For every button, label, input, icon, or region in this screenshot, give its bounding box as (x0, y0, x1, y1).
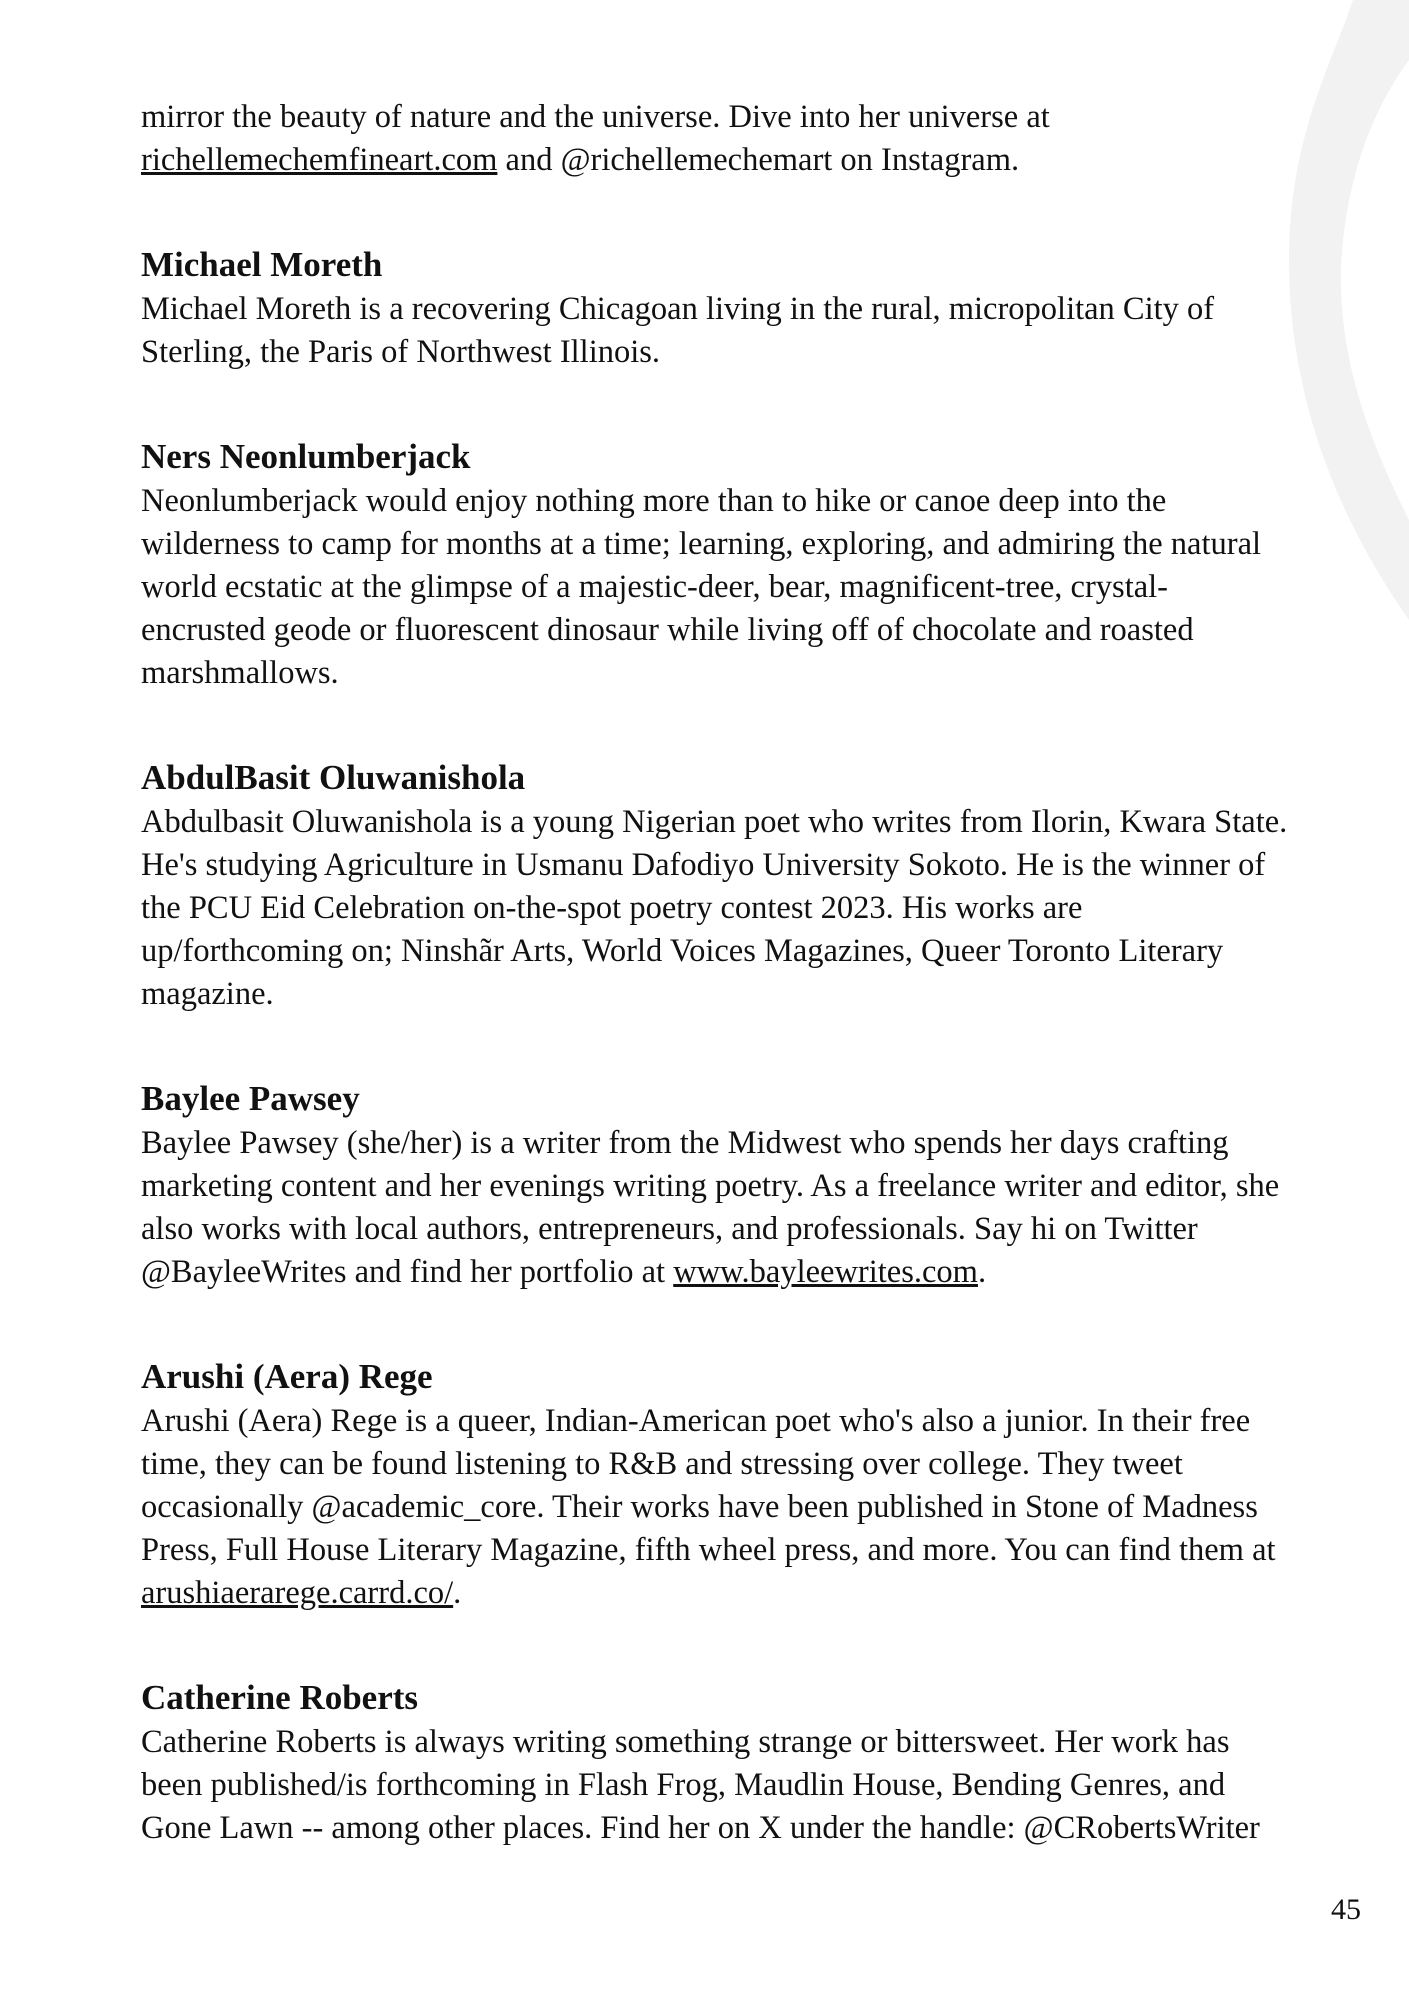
bio-arushi-rege (141, 1354, 1291, 1615)
bio-text: Baylee Pawsey (she/her) is a writer from the Midwest who spends her days crafting marketing content and her evenings writing poetry. As a freelance writer and editor, she also works with local authors, entrepreneurs, and professionals. Say hi on Twitter @BayleeWrites and find her portfolio at (141, 1125, 1280, 1290)
bio-abdulbasit-oluwanishola (141, 755, 1291, 1016)
bio-name: Arushi (Aera) Rege (141, 1357, 433, 1396)
intro-paragraph (141, 96, 1291, 182)
bio-text: Michael Moreth is a recovering Chicagoan living in the rural, micropolitan City of Sterling, the Paris of Northwest Illinois. (141, 291, 1215, 370)
bio-name: AbdulBasit Oluwanishola (141, 758, 526, 797)
bio-name: Baylee Pawsey (141, 1079, 360, 1118)
bio-name: Ners Neonlumberjack (141, 437, 471, 476)
arushi-website-link[interactable]: arushiaerarege.carrd.co/ (141, 1575, 454, 1611)
intro-line: mirror the beauty of nature and the universe. Dive into her universe at (141, 99, 1050, 135)
intro-after-link: and @richellemechemart on Instagram. (497, 142, 1020, 178)
contributor-bios-page (141, 96, 1291, 1850)
bio-text: Neonlumberjack would enjoy nothing more than to hike or canoe deep into the wilderness to camp for months at a time; learning, exploring, and admiring the natural world ecstatic at the glimpse of a majestic-deer, bear, magnificent-tree, crystal-encrusted geode or fluorescent dinosaur while living off of chocolate and roasted marshmallows. (141, 483, 1262, 691)
bio-text-with-link (141, 1122, 1291, 1294)
bio-baylee-pawsey (141, 1076, 1291, 1294)
page-number: 45 (1331, 1893, 1361, 1926)
bio-ners-neonlumberjack (141, 434, 1291, 695)
bio-name: Michael Moreth (141, 245, 383, 284)
bio-after-link: . (453, 1575, 462, 1611)
bio-text-with-link (141, 1400, 1291, 1615)
bio-michael-moreth (141, 242, 1291, 374)
bio-text: Catherine Roberts is always writing something strange or bittersweet. Her work has been published/is forthcoming in Flash Frog, Maudlin House, Bending Genres, and Gone Lawn -- among other places. Find her on X under the handle: @CRobertsWriter (141, 1724, 1260, 1846)
bio-text: Abdulbasit Oluwanishola is a young Nigerian poet who writes from Ilorin, Kwara State. He's studying Agriculture in Usmanu Dafodiyo University Sokoto. He is the winner of the PCU Eid Celebration on-the-spot poetry contest 2023. His works are up/forthcoming on; Ninshãr Arts, World Voices Magazines, Queer Toronto Literary magazine. (141, 804, 1288, 1012)
bio-name: Catherine Roberts (141, 1678, 419, 1717)
richelle-website-link[interactable]: richellemechemfineart.com (141, 142, 498, 178)
bio-text: Arushi (Aera) Rege is a queer, Indian-American poet who's also a junior. In their free time, they can be found listening to R&B and stressing over college. They tweet occasionally @academic_core. Their works have been published in Stone of Madness Press, Full House Literary Magazine, fifth wheel press, and more. You can find them at (141, 1403, 1276, 1568)
bio-after-link: . (977, 1254, 987, 1290)
bio-catherine-roberts (141, 1675, 1291, 1850)
baylee-website-link[interactable]: www.bayleewrites.com (673, 1254, 978, 1290)
